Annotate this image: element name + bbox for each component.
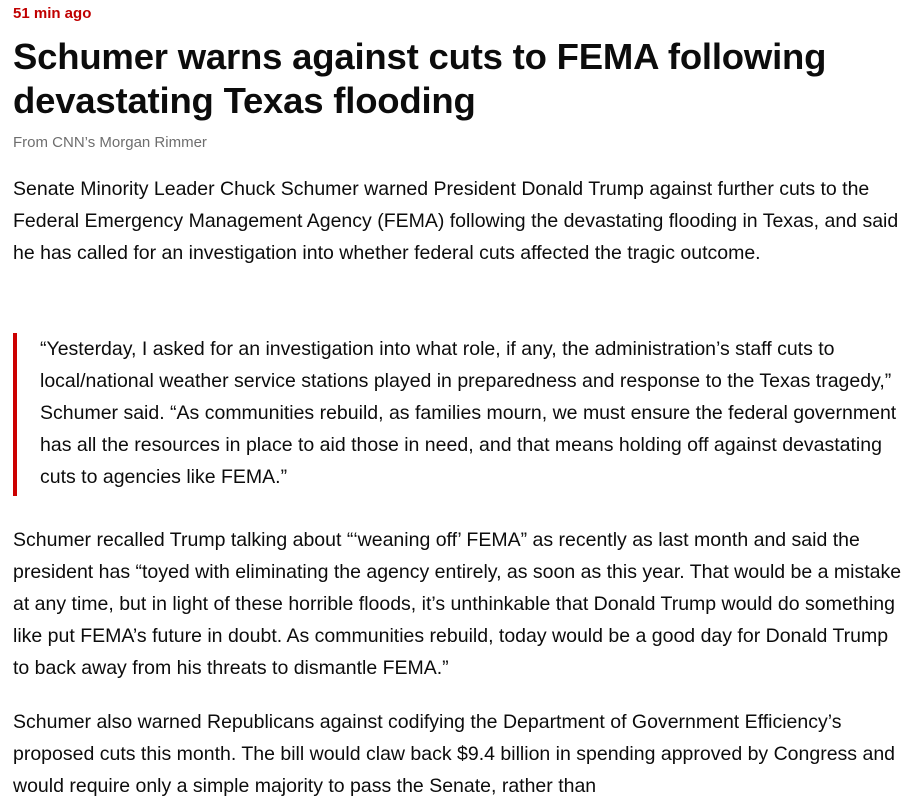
pull-quote-text: “Yesterday, I asked for an investigation into what role, if any, the administration’s staff cuts to local/national weather service stations played in preparedness and response to the Texas tragedy,” Schumer said. “As communities rebuild, as families mourn, we must ensure the federal government has all the resources in place to aid those in need, and that means holding off against devastating cuts to agencies like FEMA.” bbox=[40, 338, 897, 488]
body-paragraph-2: Schumer recalled Trump talking about “‘weaning off’ FEMA” as recently as last month and said the president has “toyed with eliminating the agency entirely, as soon as this year. That would be a mistake at any time, but in light of these horrible floods, it’s unthinkable that Donald Trump would do something like put FEMA’s future in doubt. As communities rebuild, today would be a good day for Donald Trump to back away from his threats to dismantle FEMA.” bbox=[13, 529, 902, 679]
post-headline: Schumer warns against cuts to FEMA following devastating Texas flooding bbox=[13, 36, 827, 121]
post-timestamp: 51 min ago bbox=[13, 5, 92, 22]
body-paragraph-1: Senate Minority Leader Chuck Schumer warned President Donald Trump against further cuts to the Federal Emergency Management Agency (FEMA) following the devastating flooding in Texas, and said he has called for an investigation into whether federal cuts affected the tragic outcome. bbox=[13, 178, 899, 264]
post-byline: From CNN’s Morgan Rimmer bbox=[13, 134, 207, 151]
body-paragraph-3: Schumer also warned Republicans against codifying the Department of Government Efficiency’s proposed cuts this month. The bill would claw back $9.4 billion in spending approved by Congress and would require only a simple majority to pass the Senate, rather than bbox=[13, 711, 896, 797]
pull-quote bbox=[13, 333, 903, 496]
